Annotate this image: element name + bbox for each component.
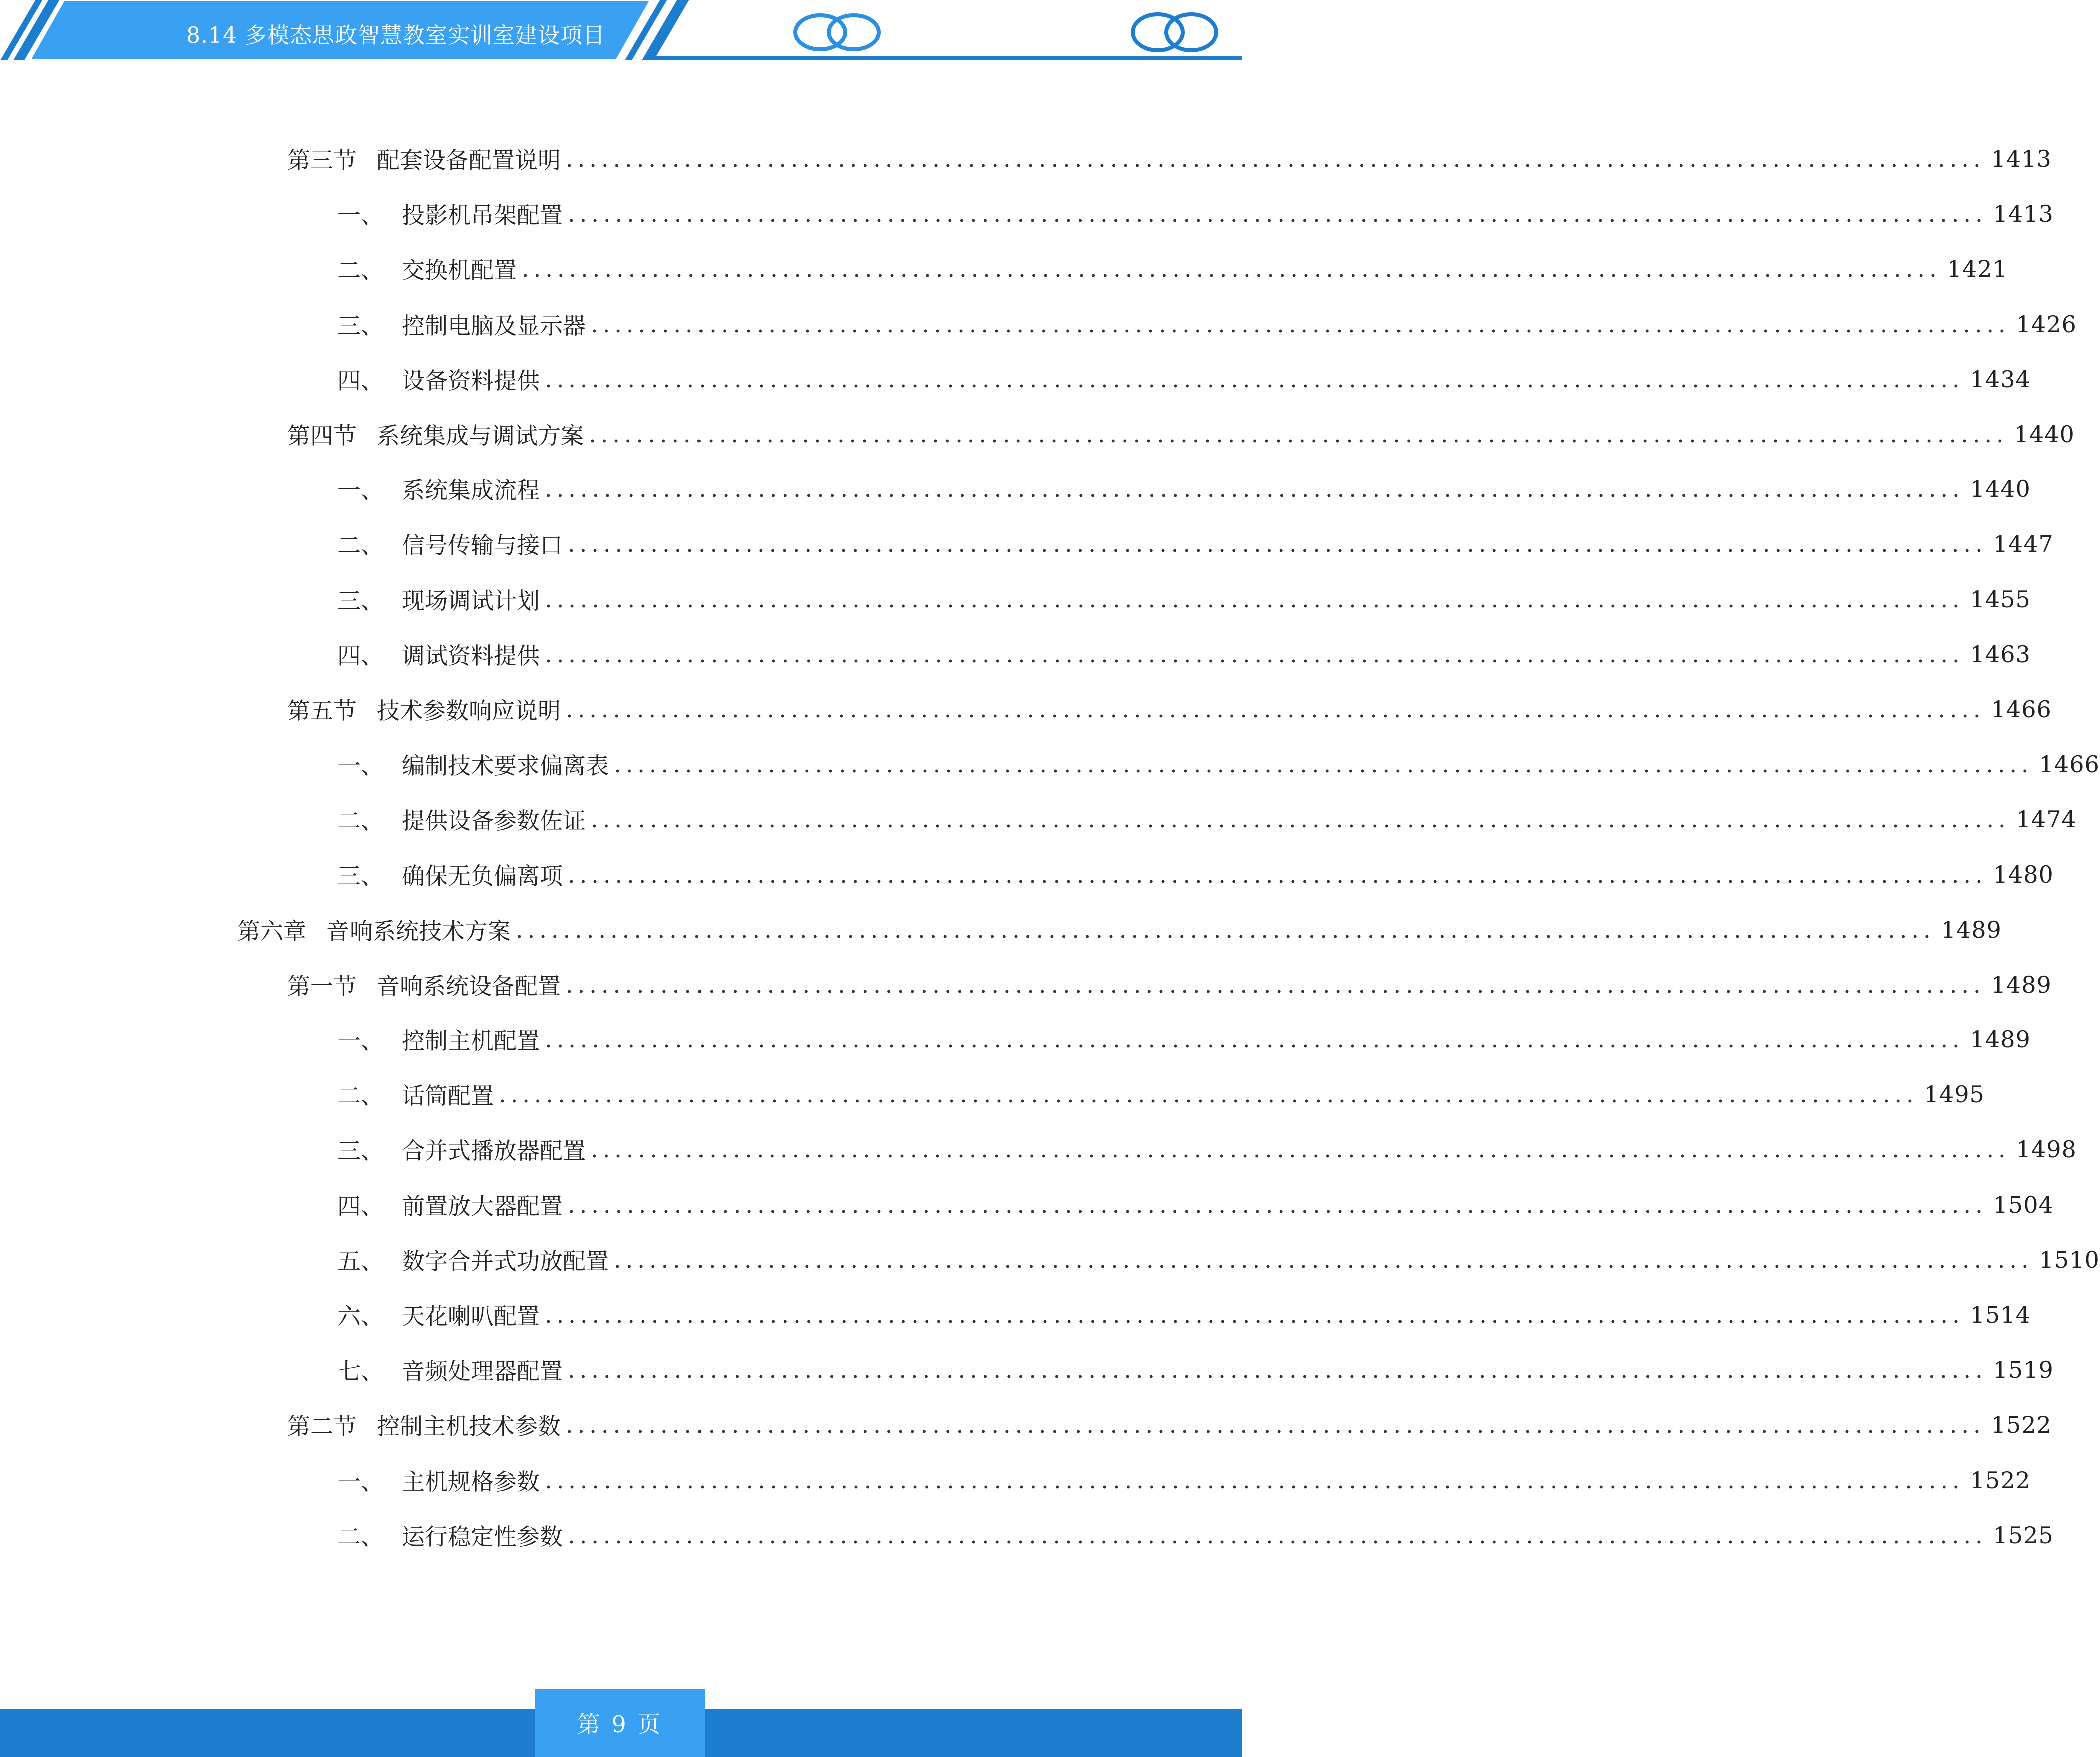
toc-entry-label — [337, 638, 540, 671]
toc-dot-leader: ........................................................................................................................ — [568, 860, 1987, 888]
toc-entry-title: 配套设备配置说明 — [377, 147, 561, 174]
toc-entry-page: 1522 — [1991, 1411, 2052, 1438]
toc-entry-page: 1489 — [1991, 971, 2052, 998]
toc-entry-title: 音频处理器配置 — [402, 1357, 563, 1385]
toc-entry-title: 控制主机技术参数 — [377, 1412, 561, 1440]
toc-entry-number: 四、 — [337, 642, 384, 670]
toc-entry-label — [337, 363, 540, 396]
toc-entry-page: 1434 — [1970, 365, 2031, 393]
toc-entry-label — [337, 472, 540, 505]
toc-dot-leader: ........................................................................................................................ — [589, 420, 2008, 448]
toc-entry-page: 1480 — [1993, 860, 2054, 888]
toc-entry-title: 投影机吊架配置 — [402, 201, 563, 229]
toc-entry-number: 第一节 — [287, 972, 357, 1000]
toc-entry-number: 一、 — [337, 1027, 384, 1055]
toc-entry-number: 一、 — [337, 1468, 384, 1495]
toc-dot-leader: ........................................................................................................................ — [545, 1466, 1964, 1494]
toc-entry[interactable] — [287, 1407, 2052, 1442]
toc-dot-leader: ........................................................................................................................ — [522, 255, 1941, 282]
toc-entry-label — [337, 1463, 540, 1497]
toc-entry-page: 1519 — [1993, 1356, 2054, 1383]
toc-entry-number: 第六章 — [237, 917, 306, 945]
toc-entry-number: 三、 — [337, 1137, 384, 1165]
toc-entry-label — [287, 418, 584, 451]
toc-entry-label — [337, 1243, 609, 1276]
toc-entry[interactable] — [337, 526, 2054, 561]
toc-dot-leader: ........................................................................................................................ — [614, 750, 2033, 778]
toc-dot-leader: ........................................................................................................................ — [499, 1081, 1918, 1108]
toc-entry[interactable] — [337, 747, 2100, 782]
toc-entry-number: 二、 — [337, 1082, 384, 1110]
toc-entry[interactable] — [287, 417, 2075, 452]
toc-entry-label — [337, 197, 563, 230]
toc-entry-page: 1413 — [1993, 200, 2054, 227]
toc-entry-page: 1522 — [1970, 1466, 2031, 1494]
toc-dot-leader: ........................................................................................................................ — [568, 530, 1987, 558]
toc-entry-page: 1514 — [1970, 1301, 2031, 1328]
header-rule — [646, 56, 1242, 60]
toc-entry-label — [337, 1023, 540, 1056]
toc-entry-label — [287, 142, 561, 175]
toc-entry[interactable] — [337, 471, 2031, 506]
toc-entry[interactable] — [337, 307, 2077, 342]
toc-dot-leader: ........................................................................................................................ — [568, 1356, 1987, 1383]
toc-entry-title: 现场调试计划 — [402, 587, 540, 615]
toc-entry-page: 1421 — [1947, 255, 2008, 282]
toc-entry-page: 1489 — [1970, 1026, 2031, 1053]
toc-entry[interactable] — [337, 196, 2054, 231]
toc-entry-title: 数字合并式功放配置 — [402, 1248, 609, 1275]
toc-entry-title: 设备资料提供 — [402, 367, 540, 394]
toc-entry-label — [337, 1519, 563, 1552]
toc-entry-number: 一、 — [337, 477, 384, 504]
toc-entry-label — [337, 1298, 540, 1331]
toc-entry-label — [237, 913, 511, 946]
toc-entry-page: 1447 — [1993, 530, 2054, 558]
toc-entry-page: 1525 — [1993, 1521, 2054, 1549]
toc-dot-leader: ........................................................................................................................ — [516, 916, 1935, 943]
toc-entry-page: 1498 — [2016, 1136, 2077, 1163]
toc-dot-leader: ........................................................................................................................ — [545, 641, 1964, 668]
toc-entry[interactable] — [337, 1352, 2054, 1387]
toc-entry-label — [337, 1078, 494, 1111]
toc-entry-number: 四、 — [337, 1193, 384, 1220]
toc-entry-label — [337, 527, 563, 560]
toc-entry[interactable] — [337, 802, 2077, 837]
toc-entry-number: 六、 — [337, 1302, 384, 1330]
toc-entry-title: 控制主机配置 — [402, 1027, 540, 1055]
toc-entry-page: 1463 — [1970, 641, 2031, 668]
toc-entry[interactable] — [287, 692, 2052, 727]
toc-entry-number: 一、 — [337, 201, 384, 229]
toc-entry[interactable] — [337, 1022, 2031, 1057]
toc-entry-label — [337, 1133, 586, 1166]
toc-entry-title: 前置放大器配置 — [402, 1193, 563, 1220]
toc-entry-title: 技术参数响应说明 — [377, 697, 561, 724]
toc-entry-page: 1474 — [2016, 805, 2077, 833]
toc-entry-number: 第五节 — [287, 697, 357, 724]
toc-entry-page: 1495 — [1924, 1081, 1985, 1108]
toc-entry[interactable] — [337, 1297, 2031, 1332]
toc-entry-title: 天花喇叭配置 — [402, 1302, 540, 1330]
toc-entry-title: 调试资料提供 — [402, 642, 540, 670]
toc-entry-label — [337, 308, 586, 341]
toc-entry[interactable] — [337, 1187, 2054, 1222]
toc-entry-number: 二、 — [337, 807, 384, 834]
toc-entry-number: 三、 — [337, 862, 384, 890]
toc-dot-leader: ........................................................................................................................ — [545, 365, 1964, 393]
toc-entry-label — [287, 1408, 561, 1441]
toc-entry-title: 提供设备参数佐证 — [402, 807, 586, 834]
toc-dot-leader: ........................................................................................................................ — [568, 200, 1987, 227]
toc-entry-number: 第三节 — [287, 147, 357, 174]
toc-entry-page: 1466 — [2039, 750, 2100, 778]
toc-dot-leader: ........................................................................................................................ — [566, 971, 1985, 998]
toc-dot-leader: ........................................................................................................................ — [566, 145, 1985, 172]
toc-entry[interactable] — [337, 581, 2031, 617]
toc-entry-title: 主机规格参数 — [402, 1468, 540, 1495]
toc-entry-title: 交换机配置 — [402, 256, 517, 284]
toc-entry-label — [287, 968, 561, 1001]
toc-entry-page: 1466 — [1991, 696, 2052, 723]
toc-dot-leader: ........................................................................................................................ — [591, 805, 2010, 833]
toc-dot-leader: ........................................................................................................................ — [566, 1411, 1985, 1438]
toc-entry[interactable] — [287, 141, 2052, 176]
toc-entry-number: 二、 — [337, 1523, 384, 1550]
toc-entry-page: 1440 — [1970, 475, 2031, 503]
toc-dot-leader: ........................................................................................................................ — [568, 1521, 1987, 1549]
toc-entry-page: 1510 — [2039, 1246, 2100, 1273]
toc-dot-leader: ........................................................................................................................ — [545, 1026, 1964, 1053]
toc-entry-label — [337, 803, 586, 836]
toc-entry-number: 一、 — [337, 752, 384, 779]
toc-entry-number: 三、 — [337, 312, 384, 339]
toc-entry-title: 音响系统设备配置 — [377, 972, 561, 1000]
toc-dot-leader: ........................................................................................................................ — [591, 310, 2010, 338]
toc-entry[interactable] — [337, 1242, 2100, 1277]
toc-entry[interactable] — [337, 1077, 1985, 1112]
toc-entry-label — [337, 1188, 563, 1221]
toc-dot-leader: ........................................................................................................................ — [545, 585, 1964, 613]
toc-entry-label — [337, 748, 609, 781]
toc-entry-title: 控制电脑及显示器 — [402, 312, 586, 339]
toc-entry-page: 1504 — [1993, 1191, 2054, 1219]
toc-entry-title: 音响系统技术方案 — [326, 917, 511, 945]
toc-entry-title: 话筒配置 — [402, 1082, 494, 1110]
document-title: 8.14 多模态思政智慧教室实训室建设项目 — [186, 23, 605, 48]
toc-entry-number: 三、 — [337, 587, 384, 615]
toc-entry-number: 七、 — [337, 1357, 384, 1385]
toc-entry-number: 二、 — [337, 532, 384, 559]
toc-entry-page: 1426 — [2016, 310, 2077, 338]
toc-entry[interactable] — [287, 967, 2052, 1002]
page-header — [0, 0, 1242, 65]
header-logo-ghost-icon — [795, 15, 879, 49]
toc-entry-page: 1489 — [1941, 916, 2002, 943]
toc-dot-leader: ........................................................................................................................ — [591, 1136, 2010, 1163]
toc-dot-leader: ........................................................................................................................ — [545, 1301, 1964, 1328]
toc-entry-title: 确保无负偏离项 — [402, 862, 563, 890]
toc-entry[interactable] — [337, 857, 2054, 892]
toc-entry-title: 运行稳定性参数 — [402, 1523, 563, 1550]
toc-entry-label — [337, 1353, 563, 1386]
toc-entry-label — [287, 693, 561, 726]
toc-entry-page: 1455 — [1970, 585, 2031, 613]
toc-entry-label — [337, 582, 540, 616]
toc-entry-page: 1440 — [2014, 420, 2075, 448]
toc-entry-number: 第四节 — [287, 422, 357, 449]
toc-entry-number: 四、 — [337, 367, 384, 394]
toc-entry-label — [337, 858, 563, 891]
toc-entry[interactable] — [337, 1462, 2031, 1498]
toc-entry[interactable] — [237, 912, 2002, 947]
toc-entry-title: 合并式播放器配置 — [402, 1137, 586, 1165]
toc-dot-leader: ........................................................................................................................ — [545, 475, 1964, 503]
toc-entry[interactable] — [337, 637, 2031, 672]
toc-entry-title: 系统集成流程 — [402, 477, 540, 504]
toc-dot-leader: ........................................................................................................................ — [568, 1191, 1987, 1219]
toc-entry[interactable] — [337, 362, 2031, 397]
toc-entry-label — [337, 252, 517, 285]
toc-entry-number: 二、 — [337, 256, 384, 284]
page-number: 第 9 页 — [535, 1689, 705, 1757]
toc-entry-number: 第二节 — [287, 1412, 357, 1440]
toc-entry[interactable] — [337, 251, 2008, 286]
toc-dot-leader: ........................................................................................................................ — [566, 696, 1985, 723]
toc-entry-title: 编制技术要求偏离表 — [402, 752, 609, 779]
toc-dot-leader: ........................................................................................................................ — [614, 1246, 2033, 1273]
toc-entry-number: 五、 — [337, 1248, 384, 1275]
toc-entry-title: 信号传输与接口 — [402, 532, 563, 559]
double-ring-logo-icon — [1133, 14, 1216, 50]
toc-entry-title: 系统集成与调试方案 — [377, 422, 584, 449]
toc-entry[interactable] — [337, 1518, 2054, 1553]
toc-entry-page: 1413 — [1991, 145, 2052, 172]
toc-entry[interactable] — [337, 1132, 2077, 1167]
